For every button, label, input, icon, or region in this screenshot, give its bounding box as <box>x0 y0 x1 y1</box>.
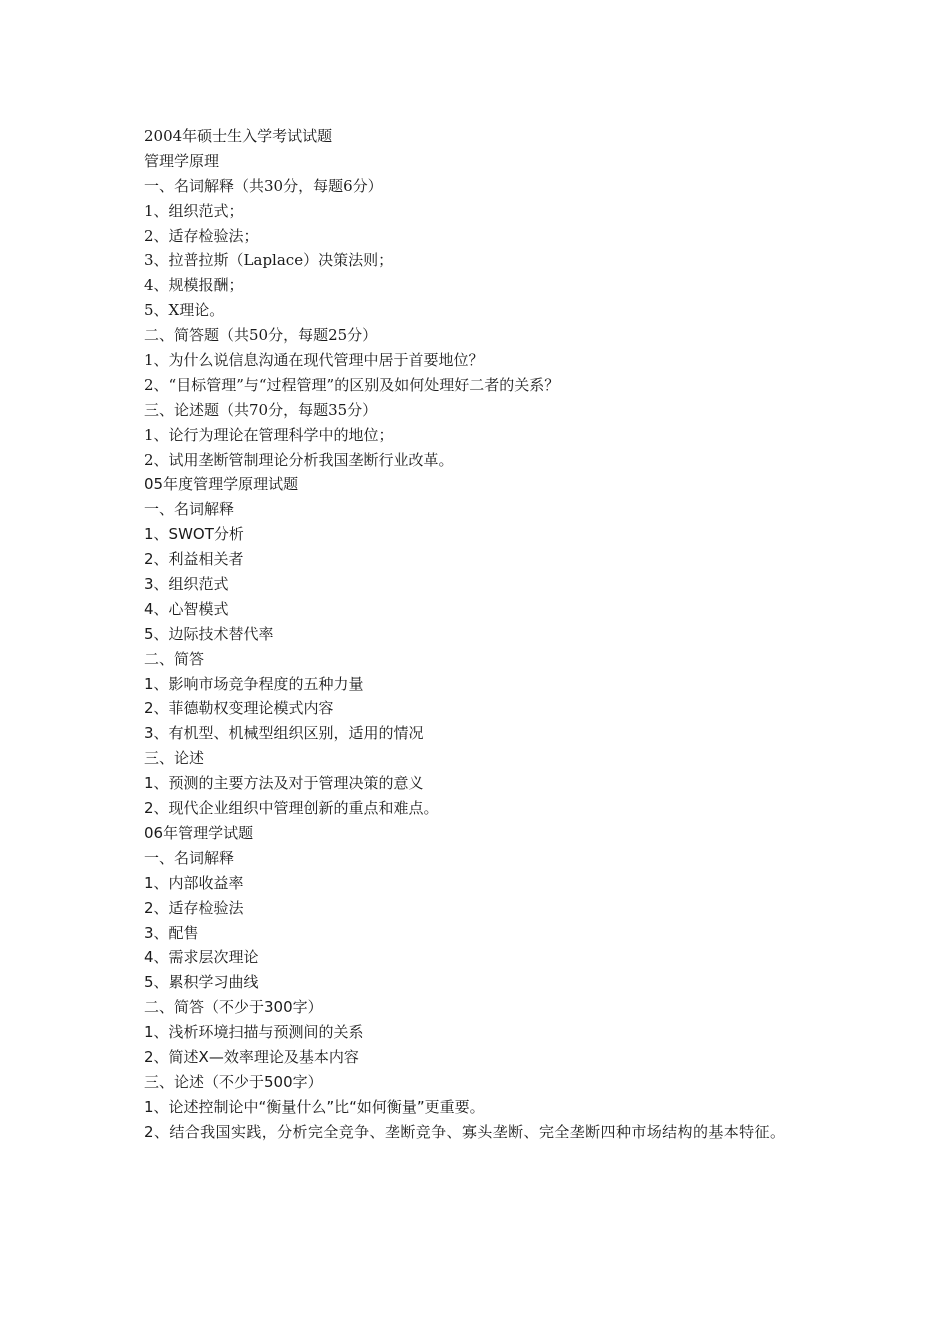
exam-2004-subject: 管理学原理 <box>144 151 220 170</box>
list-item: 2、菲德勒权变理论模式内容 <box>144 699 334 718</box>
exam-2006-title: 06年管理学试题 <box>144 823 254 842</box>
exam-2004-part3-heading: 三、论述题（共70分，每题35分） <box>144 400 378 419</box>
list-item: 3、拉普拉斯（Laplace）决策法则； <box>144 251 394 270</box>
list-item: 2、适存检验法； <box>144 226 259 245</box>
list-item: 1、预测的主要方法及对于管理决策的意义 <box>144 774 424 793</box>
list-item: 2、“目标管理”与“过程管理”的区别及如何处理好二者的关系？ <box>144 375 560 394</box>
list-item: 2、利益相关者 <box>144 550 244 569</box>
list-item: 2、简述X—效率理论及基本内容 <box>144 1047 359 1066</box>
list-item: 2、结合我国实践，分析完全竞争、垄断竞争、寡头垄断、完全垄断四种市场结构的基本特征。 <box>144 1122 786 1141</box>
exam-2005-part3-heading: 三、论述 <box>144 749 205 768</box>
list-item: 3、有机型、机械型组织区别，适用的情况 <box>144 724 424 743</box>
list-item: 5、累积学习曲线 <box>144 973 259 992</box>
list-item: 1、内部收益率 <box>144 873 244 892</box>
list-item: 2、试用垄断管制理论分析我国垄断行业改革。 <box>144 450 454 469</box>
exam-2006-part1-heading: 一、名词解释 <box>144 848 235 867</box>
list-item: 1、论述控制论中“衡量什么”比“如何衡量”更重要。 <box>144 1097 485 1116</box>
list-item: 3、组织范式 <box>144 575 229 594</box>
exam-2005-title: 05年度管理学原理试题 <box>144 475 299 494</box>
list-item: 1、浅析环境扫描与预测间的关系 <box>144 1023 364 1042</box>
exam-2004-title: 2004年硕士生入学考试试题 <box>144 127 333 145</box>
list-item: 5、边际技术替代率 <box>144 624 274 643</box>
exam-2006-part2-heading: 二、简答（不少于300字） <box>144 998 323 1017</box>
exam-2004-part2-heading: 二、简答题（共50分，每题25分） <box>144 326 378 345</box>
list-item: 4、需求层次理论 <box>144 948 259 967</box>
list-item: 5、X理论。 <box>144 301 225 320</box>
exam-2005-part1-heading: 一、名词解释 <box>144 500 235 519</box>
list-item: 2、适存检验法 <box>144 898 244 917</box>
list-item: 1、影响市场竞争程度的五种力量 <box>144 674 364 693</box>
document-page <box>144 124 824 1145</box>
list-item: 2、现代企业组织中管理创新的重点和难点。 <box>144 799 439 818</box>
list-item: 1、为什么说信息沟通在现代管理中居于首要地位？ <box>144 351 484 370</box>
list-item: 1、组织范式； <box>144 201 244 220</box>
list-item: 4、心智模式 <box>144 599 229 618</box>
exam-2005-part2-heading: 二、简答 <box>144 649 205 668</box>
list-item: 1、SWOT分析 <box>144 525 244 544</box>
list-item: 1、论行为理论在管理科学中的地位； <box>144 425 394 444</box>
list-item: 4、规模报酬； <box>144 276 244 295</box>
exam-2006-part3-heading: 三、论述（不少于500字） <box>144 1072 323 1091</box>
list-item: 3、配售 <box>144 923 199 942</box>
exam-2004-part1-heading: 一、名词解释（共30分，每题6分） <box>144 176 383 195</box>
